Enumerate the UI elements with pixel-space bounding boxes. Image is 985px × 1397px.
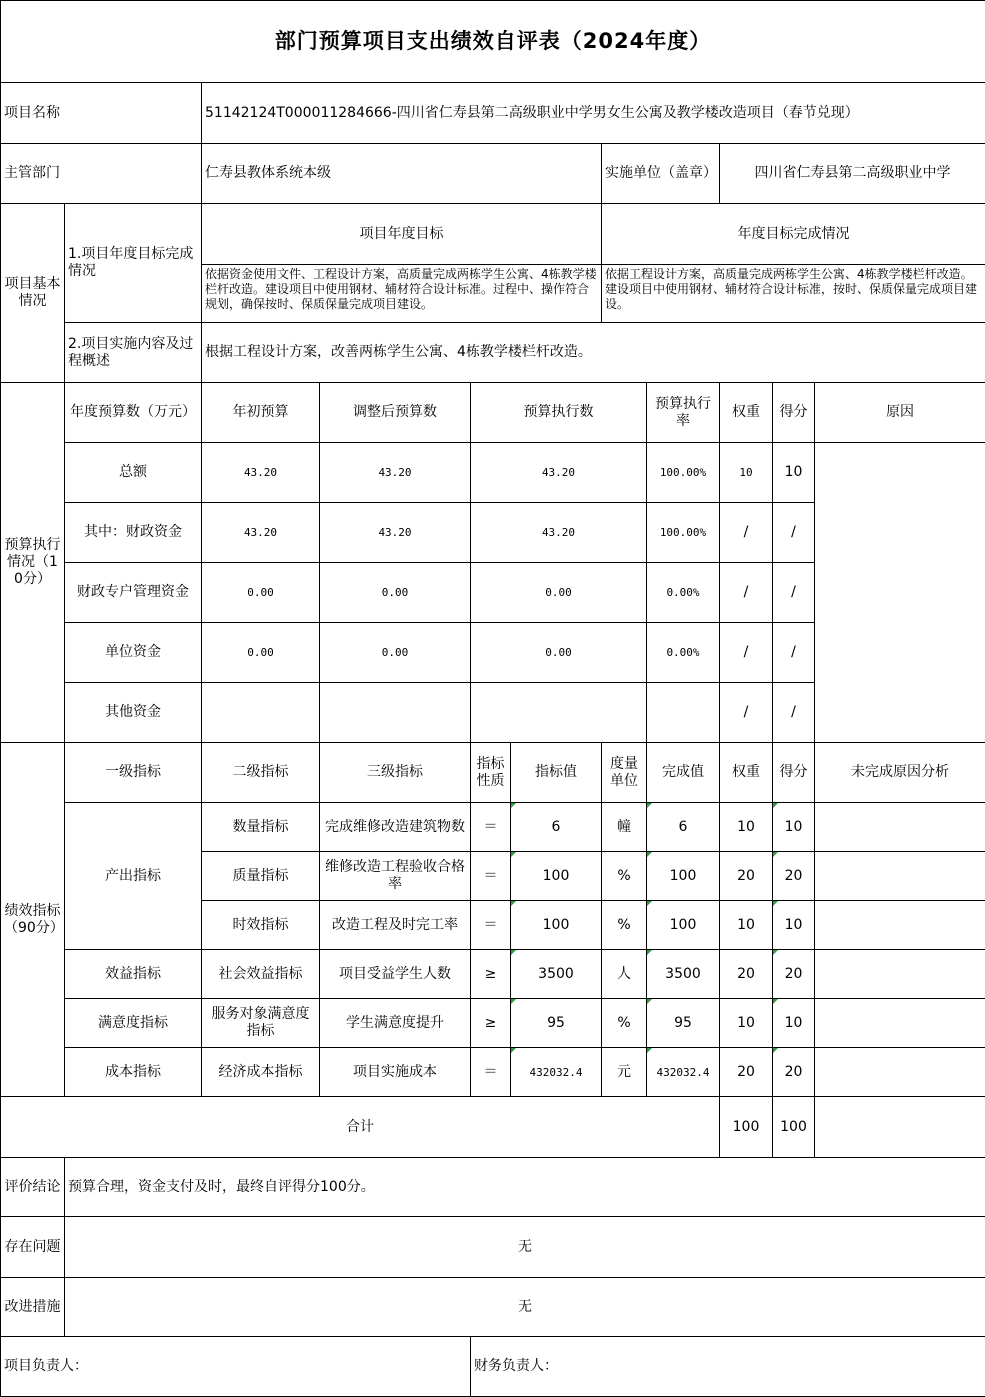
budget-weight: /: [720, 503, 773, 563]
indicator-score: 20: [773, 852, 815, 901]
indicator-nature: ＝: [471, 852, 511, 901]
budget-score: /: [773, 623, 815, 683]
indicator-reason: [815, 999, 985, 1048]
total-reason: [815, 1097, 985, 1158]
indicator-level3: 维修改造工程验收合格率: [320, 852, 471, 901]
indicator-level3: 学生满意度提升: [320, 999, 471, 1048]
budget-rate: 100.00%: [647, 503, 720, 563]
budget-header-annual: 年度预算数（万元）: [65, 383, 202, 443]
perf-header-reason: 未完成原因分析: [815, 743, 985, 803]
budget-row: [1, 443, 985, 503]
budget-initial: 0.00: [202, 563, 320, 623]
budget-executed: 43.20: [471, 443, 647, 503]
budget-score: /: [773, 683, 815, 743]
indicator-actual: 100: [647, 852, 720, 901]
indicator-row: [1, 950, 985, 999]
budget-row-name: 单位资金: [65, 623, 202, 683]
budget-header-initial: 年初预算: [202, 383, 320, 443]
basic-info-section-label: 项目基本情况: [1, 204, 65, 383]
budget-adjusted: [320, 683, 471, 743]
indicator-level2: 社会效益指标: [202, 950, 320, 999]
perf-header-unit: 度量单位: [602, 743, 647, 803]
budget-initial: [202, 683, 320, 743]
budget-executed: 43.20: [471, 503, 647, 563]
indicator-unit: 幢: [602, 803, 647, 852]
evaluation-text: 预算合理，资金支付及时，最终自评得分100分。: [65, 1158, 985, 1217]
process-overview-text: 根据工程设计方案，改善两栋学生公寓、4栋教学楼栏杆改造。: [202, 323, 985, 383]
indicator-actual: 432032.4: [647, 1048, 720, 1097]
indicator-unit: %: [602, 999, 647, 1048]
indicator-level1: 产出指标: [65, 803, 202, 950]
perf-header-nature: 指标性质: [471, 743, 511, 803]
indicator-level3: 项目实施成本: [320, 1048, 471, 1097]
goal-completion-label: 1.项目年度目标完成情况: [65, 204, 202, 323]
budget-executed: 0.00: [471, 563, 647, 623]
indicator-row: [1, 999, 985, 1048]
indicator-target: 95: [511, 999, 602, 1048]
indicator-nature: ＝: [471, 1048, 511, 1097]
indicator-actual: 6: [647, 803, 720, 852]
indicator-reason: [815, 901, 985, 950]
budget-rate: [647, 683, 720, 743]
performance-section-label: 绩效指标（90分）: [1, 743, 65, 1097]
budget-weight: /: [720, 683, 773, 743]
budget-header-rate: 预算执行率: [647, 383, 720, 443]
budget-initial: 43.20: [202, 503, 320, 563]
process-overview-label: 2.项目实施内容及过程概述: [65, 323, 202, 383]
indicator-unit: %: [602, 852, 647, 901]
indicator-level3: 项目受益学生人数: [320, 950, 471, 999]
indicator-level2: 时效指标: [202, 901, 320, 950]
total-score: 100: [773, 1097, 815, 1158]
indicator-row: [1, 803, 985, 852]
improvements-text: 无: [65, 1278, 985, 1337]
budget-initial: 0.00: [202, 623, 320, 683]
budget-executed: 0.00: [471, 623, 647, 683]
perf-header-level1: 一级指标: [65, 743, 202, 803]
indicator-reason: [815, 1048, 985, 1097]
budget-rate: 0.00%: [647, 563, 720, 623]
budget-weight: 10: [720, 443, 773, 503]
budget-header-weight: 权重: [720, 383, 773, 443]
annual-goal-header: 项目年度目标: [202, 204, 602, 265]
problems-text: 无: [65, 1217, 985, 1278]
total-weight: 100: [720, 1097, 773, 1158]
indicator-target: 100: [511, 852, 602, 901]
budget-initial: 43.20: [202, 443, 320, 503]
project-name-value: 51142124T000011284666-四川省仁寿县第二高级职业中学男女生公寓及教学楼改造项目（春节兑现）: [202, 83, 985, 144]
budget-rate: 0.00%: [647, 623, 720, 683]
budget-adjusted: 43.20: [320, 503, 471, 563]
indicator-weight: 20: [720, 950, 773, 999]
indicator-weight: 20: [720, 1048, 773, 1097]
budget-header-adjusted: 调整后预算数: [320, 383, 471, 443]
budget-row-name: 其中：财政资金: [65, 503, 202, 563]
indicator-score: 20: [773, 950, 815, 999]
problems-label: 存在问题: [1, 1217, 65, 1278]
indicator-nature: ≥: [471, 950, 511, 999]
implementing-unit-value: 四川省仁寿县第二高级职业中学: [720, 144, 985, 204]
page-title: 部门预算项目支出绩效自评表（2024年度）: [1, 1, 985, 83]
indicator-actual: 3500: [647, 950, 720, 999]
budget-weight: /: [720, 623, 773, 683]
indicator-target: 3500: [511, 950, 602, 999]
department-label: 主管部门: [1, 144, 202, 204]
goal-completion-text: 依据工程设计方案，高质量完成两栋学生公寓、4栋教学楼栏杆改造。建设项目中使用钢材、辅材符合设计标准，按时、保质保量完成项目建设。: [602, 265, 985, 323]
indicator-row: [1, 1048, 985, 1097]
department-value: 仁寿县教体系统本级: [202, 144, 602, 204]
indicator-level2: 经济成本指标: [202, 1048, 320, 1097]
indicator-level2: 质量指标: [202, 852, 320, 901]
indicator-score: 10: [773, 803, 815, 852]
indicator-level2: 数量指标: [202, 803, 320, 852]
perf-header-level3: 三级指标: [320, 743, 471, 803]
budget-score: 10: [773, 443, 815, 503]
budget-reason-cell: [815, 443, 985, 743]
perf-header-target: 指标值: [511, 743, 602, 803]
indicator-score: 10: [773, 901, 815, 950]
budget-rate: 100.00%: [647, 443, 720, 503]
indicator-unit: %: [602, 901, 647, 950]
indicator-target: 100: [511, 901, 602, 950]
goal-completion-header: 年度目标完成情况: [602, 204, 985, 265]
finance-leader-label: 财务负责人：: [471, 1337, 985, 1397]
budget-row-name: 总额: [65, 443, 202, 503]
indicator-target: 6: [511, 803, 602, 852]
budget-executed: [471, 683, 647, 743]
indicator-weight: 10: [720, 901, 773, 950]
indicator-nature: ≥: [471, 999, 511, 1048]
indicator-level1: 成本指标: [65, 1048, 202, 1097]
budget-header-score: 得分: [773, 383, 815, 443]
indicator-score: 20: [773, 1048, 815, 1097]
indicator-level3: 改造工程及时完工率: [320, 901, 471, 950]
annual-goal-text: 依据资金使用文件、工程设计方案，高质量完成两栋学生公寓、4栋教学楼栏杆改造。建设项目中使用钢材、辅材符合设计标准。过程中、操作符合规划，确保按时、保质保量完成项目建设。: [202, 265, 602, 323]
indicator-target: 432032.4: [511, 1048, 602, 1097]
budget-header-executed: 预算执行数: [471, 383, 647, 443]
indicator-nature: ＝: [471, 901, 511, 950]
budget-score: /: [773, 503, 815, 563]
indicator-unit: 元: [602, 1048, 647, 1097]
indicator-unit: 人: [602, 950, 647, 999]
improvements-label: 改进措施: [1, 1278, 65, 1337]
indicator-score: 10: [773, 999, 815, 1048]
indicator-level1: 满意度指标: [65, 999, 202, 1048]
budget-header-reason: 原因: [815, 383, 985, 443]
budget-row-name: 财政专户管理资金: [65, 563, 202, 623]
budget-adjusted: 43.20: [320, 443, 471, 503]
indicator-level2: 服务对象满意度指标: [202, 999, 320, 1048]
indicator-reason: [815, 852, 985, 901]
budget-score: /: [773, 563, 815, 623]
budget-adjusted: 0.00: [320, 563, 471, 623]
indicator-weight: 20: [720, 852, 773, 901]
perf-header-score: 得分: [773, 743, 815, 803]
indicator-actual: 95: [647, 999, 720, 1048]
indicator-reason: [815, 803, 985, 852]
project-leader-label: 项目负责人：: [1, 1337, 471, 1397]
total-label: 合计: [1, 1097, 720, 1158]
evaluation-label: 评价结论: [1, 1158, 65, 1217]
perf-header-level2: 二级指标: [202, 743, 320, 803]
indicator-reason: [815, 950, 985, 999]
budget-section-label: 预算执行情况（10分）: [1, 383, 65, 743]
indicator-weight: 10: [720, 803, 773, 852]
project-name-label: 项目名称: [1, 83, 202, 144]
budget-weight: /: [720, 563, 773, 623]
indicator-actual: 100: [647, 901, 720, 950]
budget-adjusted: 0.00: [320, 623, 471, 683]
budget-row-name: 其他资金: [65, 683, 202, 743]
implementing-unit-label: 实施单位（盖章）: [602, 144, 720, 204]
indicator-level1: 效益指标: [65, 950, 202, 999]
perf-header-weight: 权重: [720, 743, 773, 803]
perf-header-actual: 完成值: [647, 743, 720, 803]
indicator-nature: ＝: [471, 803, 511, 852]
indicator-weight: 10: [720, 999, 773, 1048]
indicator-level3: 完成维修改造建筑物数: [320, 803, 471, 852]
